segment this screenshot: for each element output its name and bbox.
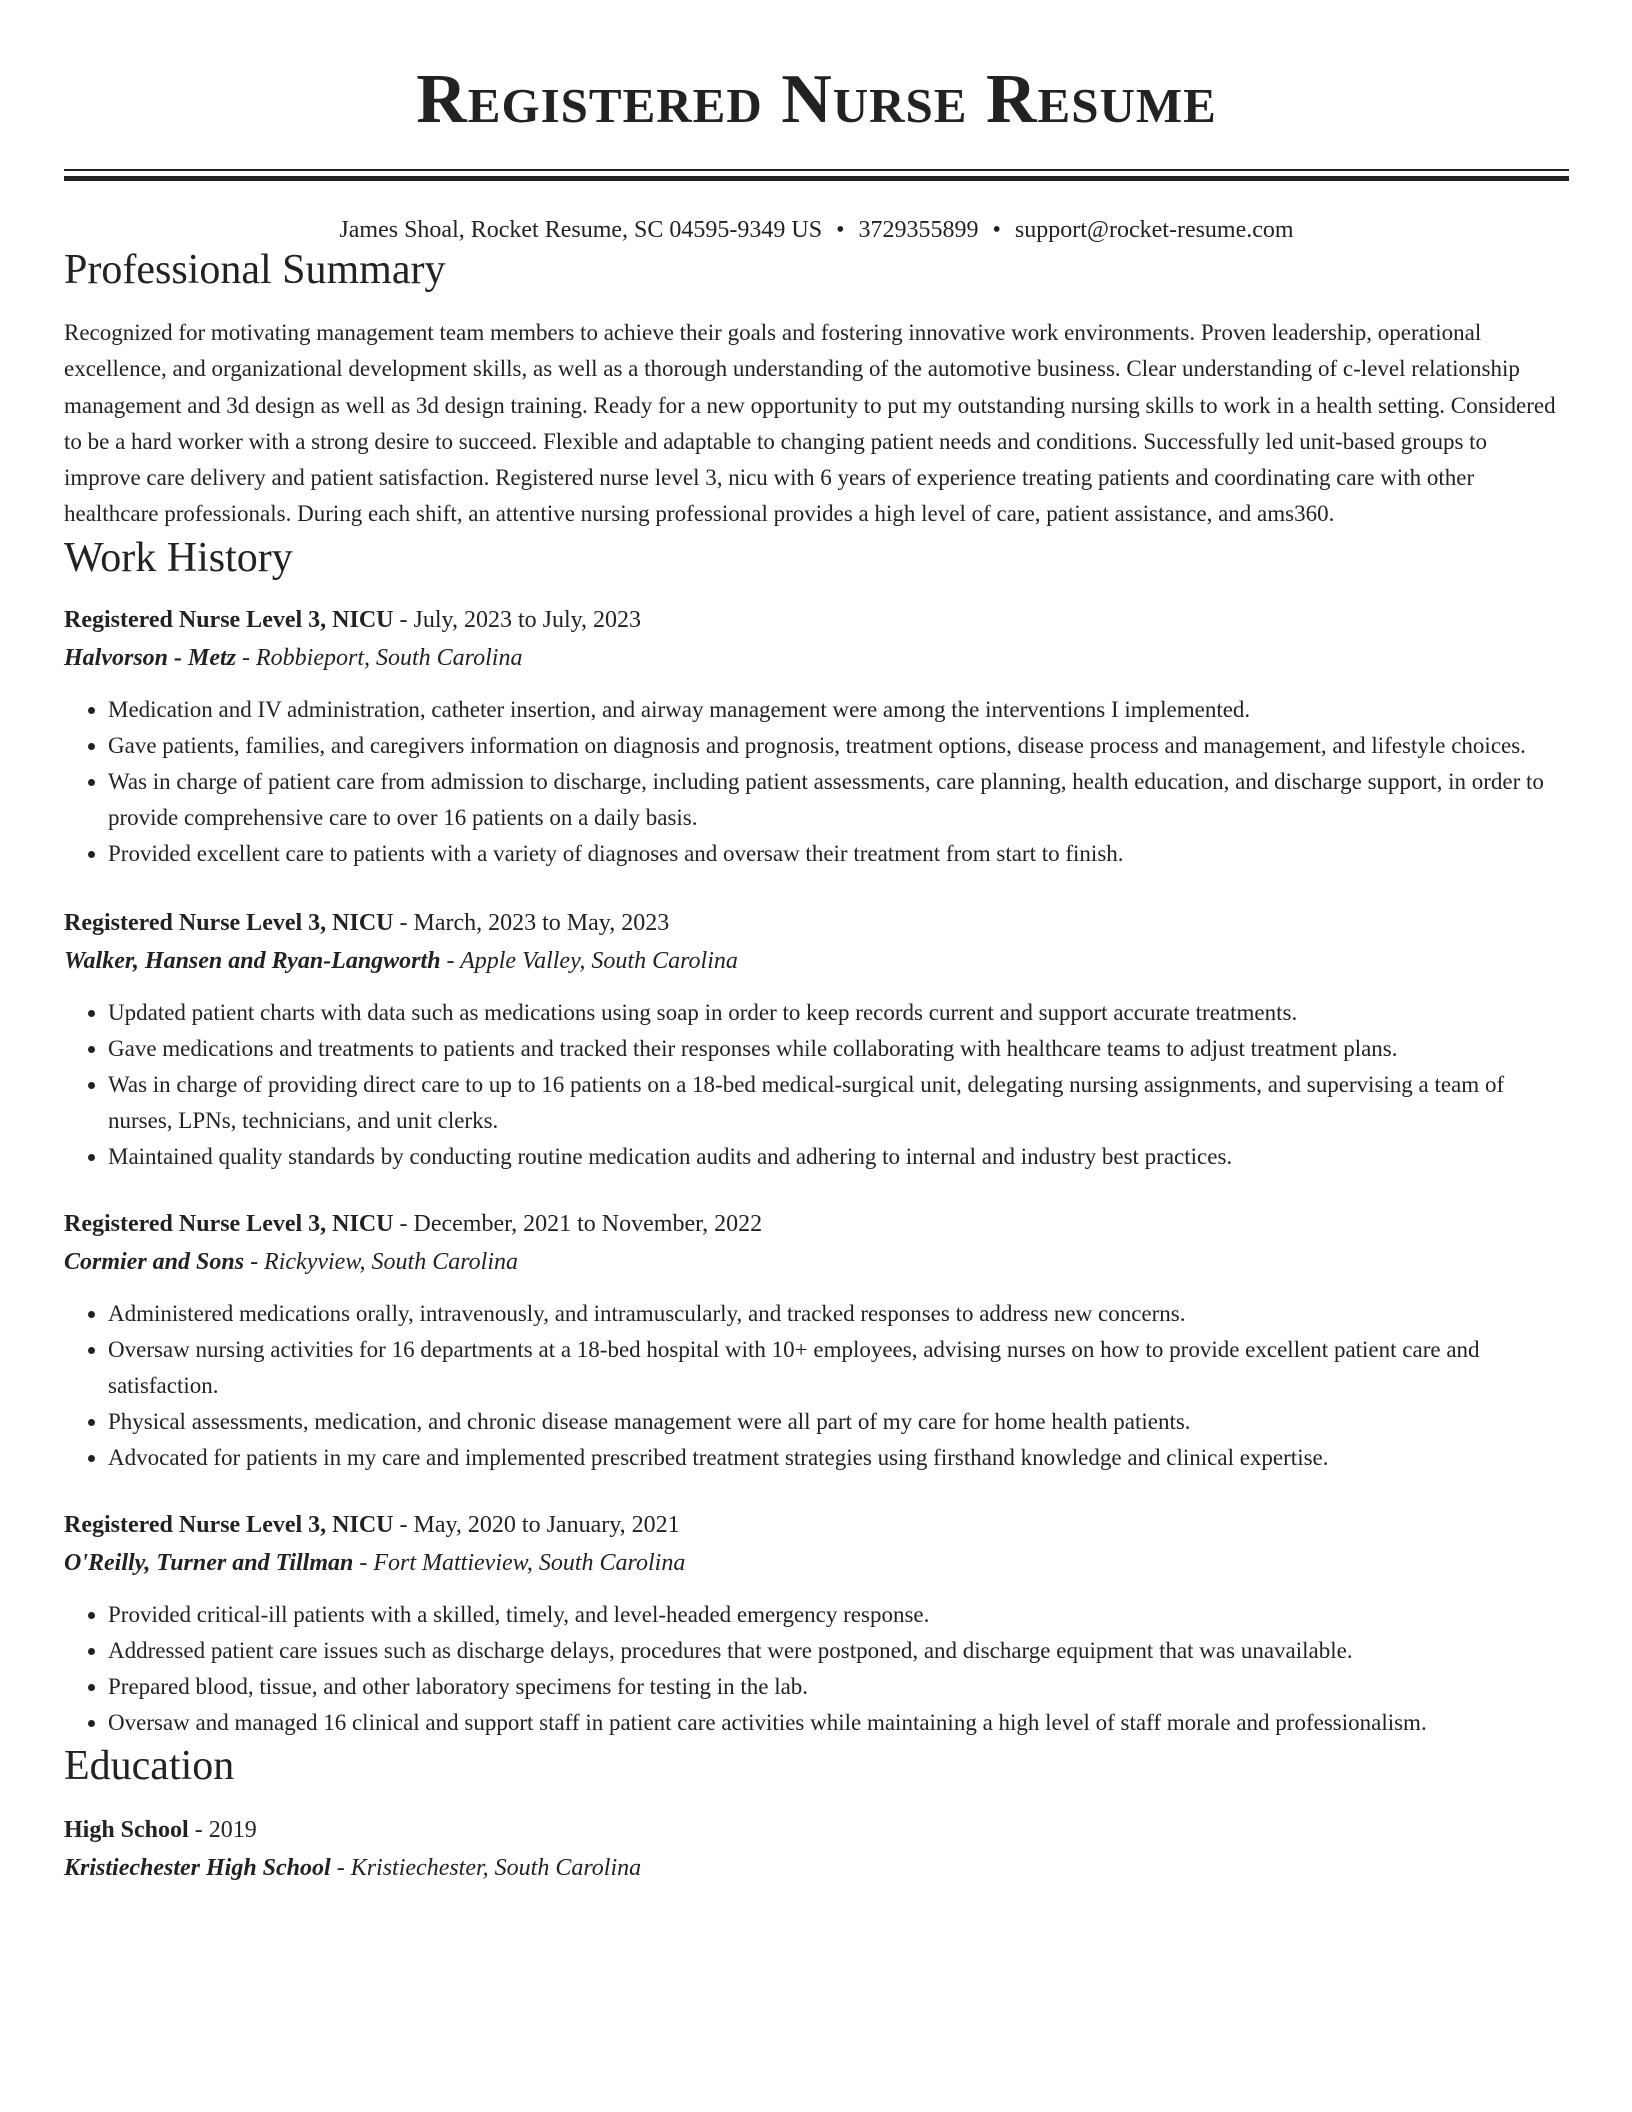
contact-separator: • — [992, 217, 1001, 243]
education-entry — [64, 1811, 1569, 1887]
job-role-line — [64, 904, 1569, 942]
job-bullet: • Updated patient charts with data such as medications using soap in order to keep records current and support accurate treatments. — [108, 995, 1569, 1031]
job-bullet: • Medication and IV administration, catheter insertion, and airway management were among the interventions I implemented. — [108, 692, 1569, 728]
job-entry — [64, 601, 1569, 872]
job-entry — [64, 1205, 1569, 1476]
job-bullet: • Physical assessments, medication, and chronic disease management were all part of my care for home health patients. — [108, 1404, 1569, 1440]
job-company-line — [64, 942, 1569, 980]
education-location: - Kristiechester, South Carolina — [330, 1854, 642, 1881]
job-company: O'Reilly, Turner and Tillman — [64, 1549, 354, 1576]
job-bullet: • Provided critical-ill patients with a skilled, timely, and level-headed emergency response. — [108, 1597, 1569, 1633]
job-bullet: • Oversaw and managed 16 clinical and support staff in patient care activities while maintaining a high level of staff morale and professionalism. — [108, 1705, 1569, 1741]
summary-text: Recognized for motivating management team members to achieve their goals and fostering innovative work environments. Proven leadership, operational excellence, and organizational development skills, as well as a thorough understanding of the automotive business. Clear understanding of c-level relationship management and 3d design as well as 3d design training. Ready for a new opportunity to put my outstanding nursing skills to work in a health setting. Considered to be a hard worker with a strong desire to succeed. Flexible and adaptable to changing patient needs and conditions. Successfully led unit-based groups to improve care delivery and patient satisfaction. Registered nurse level 3, nicu with 6 years of experience treating patients and coordinating care with other healthcare professionals. During each shift, an attentive nursing professional provides a high level of care, patient assistance, and ams360. — [64, 320, 1556, 527]
education-school: Kristiechester High School — [64, 1854, 331, 1881]
title-divider-thin — [64, 169, 1569, 171]
job-bullet: • Oversaw nursing activities for 16 departments at a 18-bed hospital with 10+ employees, advising nurses on how to provide excellent patient care and satisfaction. — [108, 1332, 1569, 1404]
job-bullet: • Administered medications orally, intravenously, and intramuscularly, and tracked responses to address new concerns. — [108, 1296, 1569, 1332]
job-bullet: • Advocated for patients in my care and implemented prescribed treatment strategies using firsthand knowledge and clinical expertise. — [108, 1440, 1569, 1476]
job-dates: - May, 2020 to January, 2021 — [393, 1511, 680, 1538]
job-entry — [64, 904, 1569, 1175]
job-bullet: • Maintained quality standards by conducting routine medication audits and adhering to internal and industry best practices. — [108, 1139, 1569, 1175]
work-history-heading: Work History — [64, 534, 293, 581]
job-location: - Rickyview, South Carolina — [244, 1248, 518, 1275]
education-year: - 2019 — [188, 1816, 257, 1843]
job-bullet: • Provided excellent care to patients with a variety of diagnoses and oversaw their treatment from start to finish. — [108, 836, 1569, 872]
job-title: Registered Nurse Level 3, NICU — [64, 606, 394, 633]
job-company: Cormier and Sons — [64, 1248, 245, 1275]
contact-phone: 3729355899 — [858, 217, 979, 243]
education-school-line — [64, 1849, 1569, 1887]
job-entry — [64, 1506, 1569, 1741]
job-company-line — [64, 1243, 1569, 1281]
job-role-line — [64, 601, 1569, 639]
job-title: Registered Nurse Level 3, NICU — [64, 909, 394, 936]
job-bullet-list — [64, 995, 1569, 1175]
education-heading: Education — [64, 1742, 235, 1789]
resume-page — [64, 0, 1569, 1887]
job-dates: - July, 2023 to July, 2023 — [393, 606, 642, 633]
job-company-line — [64, 1544, 1569, 1582]
job-title: Registered Nurse Level 3, NICU — [64, 1210, 394, 1237]
job-company: Halvorson - Metz — [64, 644, 237, 671]
job-bullet: • Addressed patient care issues such as discharge delays, procedures that were postponed, and discharge equipment that was unavailable. — [108, 1633, 1569, 1669]
contact-email: support@rocket-resume.com — [1014, 217, 1294, 243]
job-dates: - March, 2023 to May, 2023 — [393, 909, 670, 936]
job-bullet-list — [64, 1597, 1569, 1741]
job-dates: - December, 2021 to November, 2022 — [393, 1210, 763, 1237]
job-company-line — [64, 639, 1569, 677]
job-bullet-list — [64, 692, 1569, 872]
job-role-line — [64, 1205, 1569, 1243]
job-bullet: • Prepared blood, tissue, and other laboratory specimens for testing in the lab. — [108, 1669, 1569, 1705]
job-location: - Apple Valley, South Carolina — [440, 947, 738, 974]
education-degree-line — [64, 1811, 1569, 1849]
job-title: Registered Nurse Level 3, NICU — [64, 1511, 394, 1538]
job-company: Walker, Hansen and Ryan-Langworth — [64, 947, 441, 974]
resume-title: Registered Nurse Resume — [416, 61, 1217, 138]
job-location: - Robbieport, South Carolina — [236, 644, 523, 671]
education-degree: High School — [64, 1816, 189, 1843]
job-bullet: • Gave patients, families, and caregivers information on diagnosis and prognosis, treatment options, disease process and management, and lifestyle choices. — [108, 728, 1569, 764]
job-role-line — [64, 1506, 1569, 1544]
job-bullet: • Was in charge of providing direct care to up to 16 patients on a 18-bed medical-surgical unit, delegating nursing assignments, and supervising a team of nurses, LPNs, technicians, and unit clerks. — [108, 1067, 1569, 1139]
contact-separator: • — [836, 217, 845, 243]
job-bullet: • Was in charge of patient care from admission to discharge, including patient assessments, care planning, health education, and discharge support, in order to provide comprehensive care to over 16 patients on a daily basis. — [108, 764, 1569, 836]
title-divider-thick — [64, 176, 1569, 181]
summary-heading: Professional Summary — [64, 247, 446, 293]
job-bullet: • Gave medications and treatments to patients and tracked their responses while collaborating with healthcare teams to adjust treatment plans. — [108, 1031, 1569, 1067]
job-location: - Fort Mattieview, South Carolina — [353, 1549, 686, 1576]
contact-line — [64, 215, 1569, 245]
contact-address: James Shoal, Rocket Resume, SC 04595-9349 US — [339, 217, 823, 243]
job-bullet-list — [64, 1296, 1569, 1476]
